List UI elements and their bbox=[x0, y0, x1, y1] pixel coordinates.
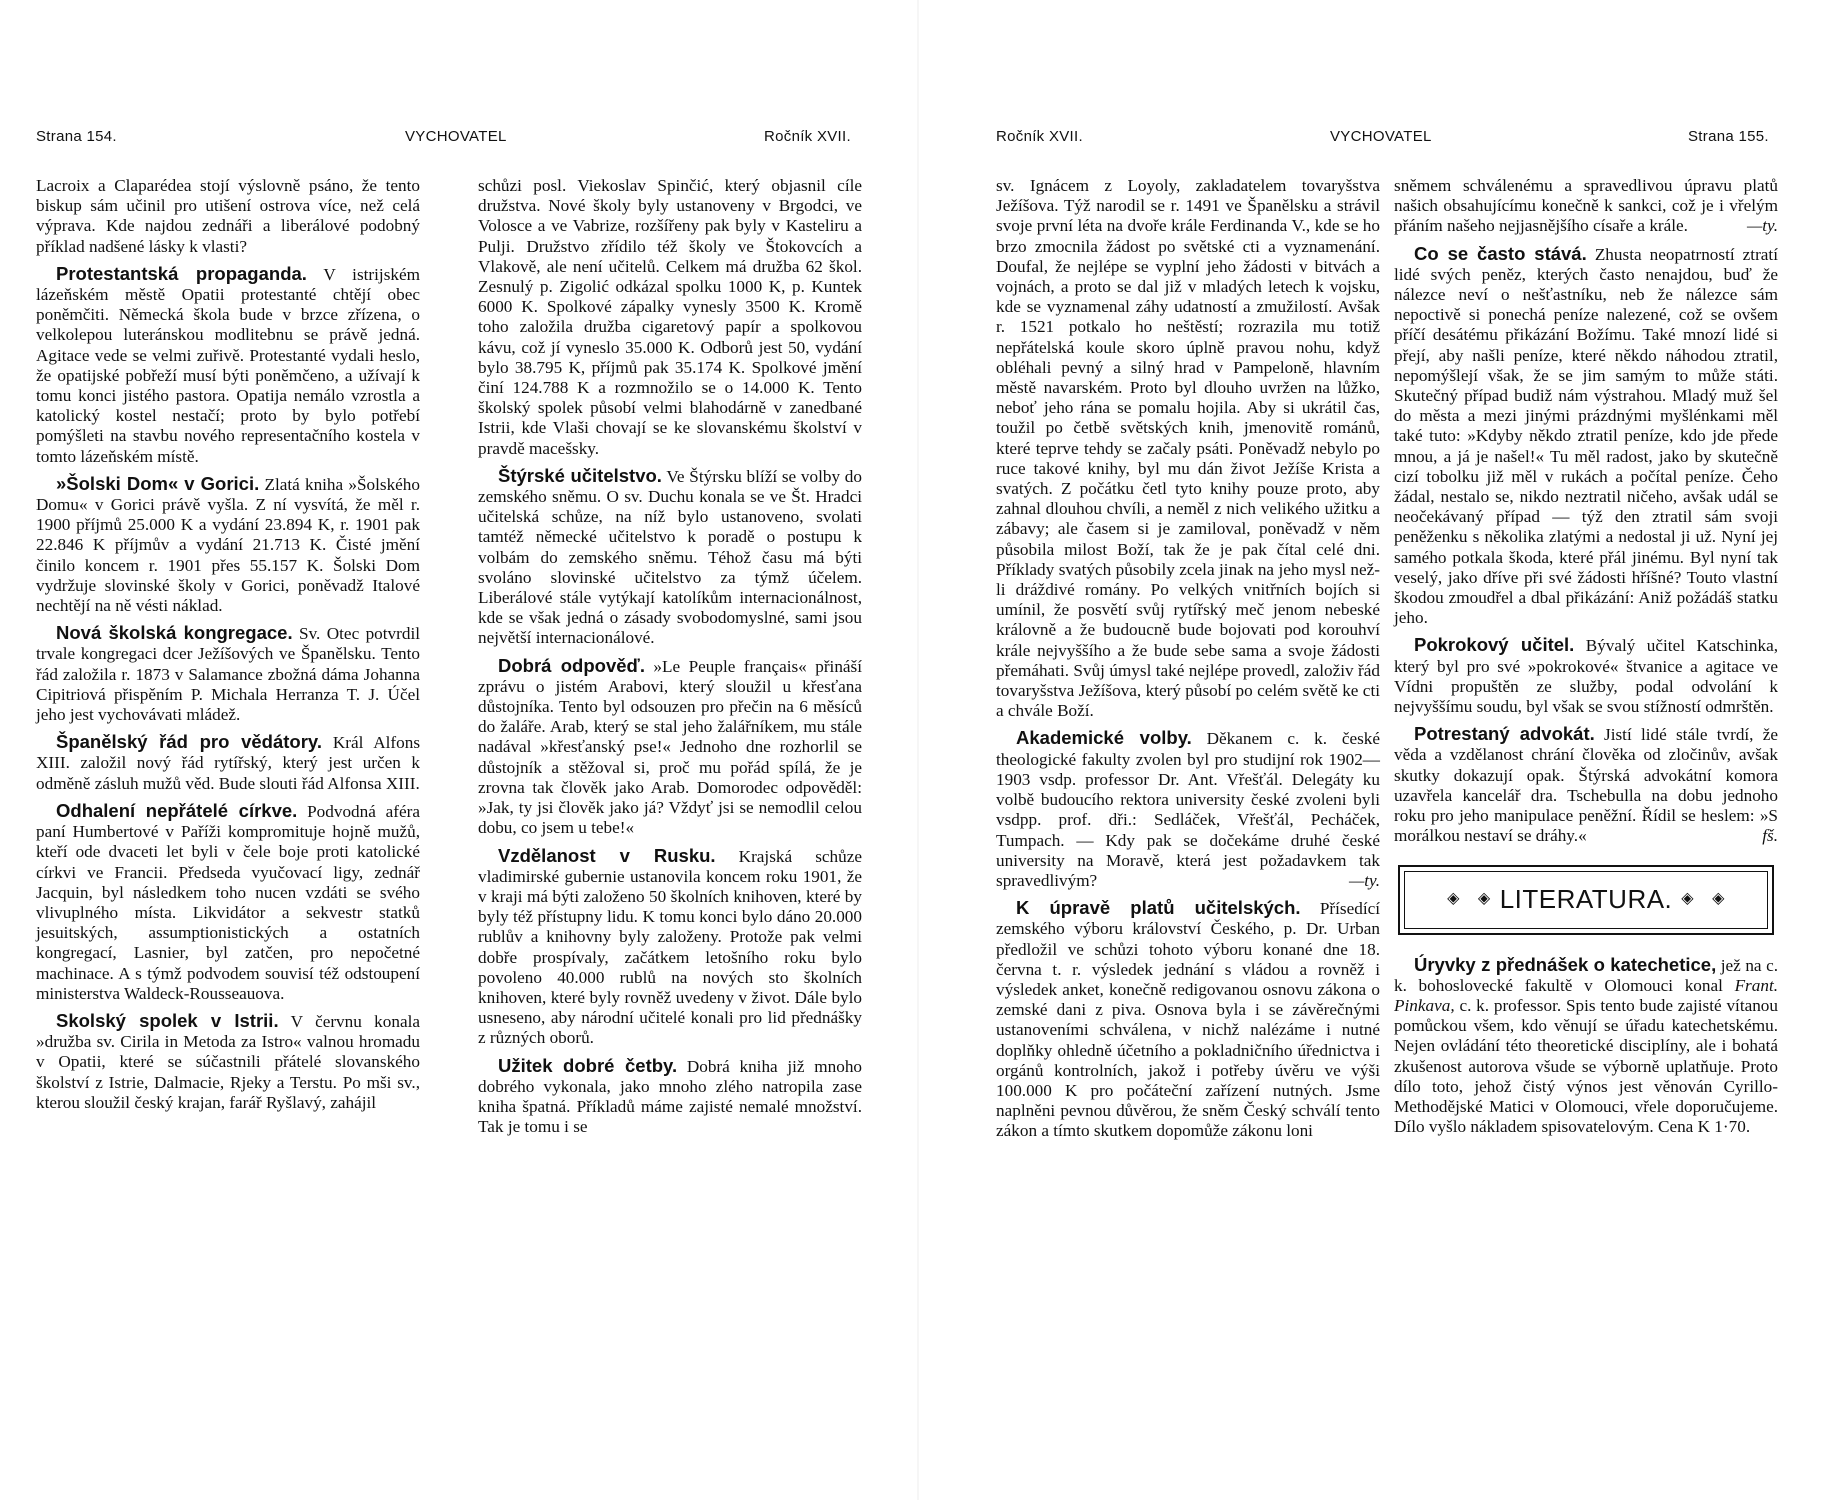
author-signature: —ty. bbox=[1348, 870, 1380, 890]
article: Pokrokový učitel. Bývalý učitel Katschinka, který byl pro své »pokrokové« štvanice a agitace ve Vídni propuštěn ze služby, podal odvolání k nejvyššímu soudu, byl však se svou stížností odmrštěn. bbox=[1394, 634, 1778, 717]
article-title: Odhalení nepřátelé církve. bbox=[56, 799, 298, 821]
author-signature: fš. bbox=[1762, 826, 1778, 846]
right-page-number: Strana 155. bbox=[1688, 128, 1769, 145]
article-title: Nová školská kongregace. bbox=[56, 622, 293, 644]
article-continuation: schůzi posl. Viekoslav Spinčić, který objasnil cíle družstva. Nové školy byly ustanoveny v Brgodci, ve Volosce a ve Vabrize, rozšířeny pak byly v Kasteliru a Pulji. Družstvo zřídilo též školy ve Štokovcích a Vlakově, ale není učitelů. Celkem má družba 62 škol. Zesnulý p. Zigolić odkázal spolku 1000 K, p. Kuntek 6000 K. Spolkové zápalky vynesly 3500 K. Kromě toho založila družba cigaretový papír a spolkovou kávu, což jí vyneslo 35.000 K. Odborů jest 50, vydání bylo 38.795 K, příjmů pak 35.174 K. Spolkové jmění činí 124.788 K a rozmnožilo se o 14.000 K. Tento školský spolek působí velmi blahodárně v zanedbané Istrii, kde Vlaši chovají se ke slovanskému školství v pravdě macešsky. bbox=[478, 176, 862, 458]
ornament-icon: ◈ bbox=[1447, 890, 1460, 908]
ornament-icon: ◈ bbox=[1477, 890, 1491, 908]
ornament-icon: ◈ bbox=[1681, 890, 1695, 908]
article-title: Protestantská propaganda. bbox=[56, 262, 307, 284]
article: Akademické volby. Děkanem c. k. české theologické fakulty zvolen byl pro studijní rok 1902—1903 vsdp. professor Dr. Ant. Vřešťál. Delegáty ku volbě budoucího rektora university české zvoleni byli vsdpp. prof. dři.: Sedláček, Vřešťál, Pecháček, Tumpach. — Kdy pak se dočekáme druhé české university na Moravě, která jest požadavkem tak spravedlivým? —ty. bbox=[996, 727, 1381, 890]
article: Skolský spolek v Istrii. V červnu konala »družba sv. Cirila in Metoda za Istro« valnou hromadu v Opatii, které se súčastnili přátelé slovanského školství z Istrie, Dalmacie, Rjeky a Terstu. Po mši sv., kterou sloužil český krajan, farář Ryšlavý, zahájil bbox=[36, 1009, 420, 1112]
article-title: Co se často stává. bbox=[1414, 242, 1587, 264]
left-page-number: Strana 154. bbox=[36, 128, 117, 145]
book-title: Úryvky z přednášek o katechetice, bbox=[1414, 953, 1717, 975]
article-title: Štýrské učitelstvo. bbox=[498, 464, 662, 486]
article: »Šolski Dom« v Gorici. Zlatá kniha »Šolského Domu« v Gorici právě vyšla. Z ní vysvítá, že měl r. 1900 příjmů 25.000 K a vydání 23.894 K, r. 1901 pak 22.846 K příjmův a vydání 21.713 K. Čisté jmění činilo koncem r. 1901 přes 55.157 K. Šolski Dom vydržuje slovinské školy v Gorici, poněvadž Italové nechtějí na ně vésti náklad. bbox=[36, 472, 420, 616]
left-column-1 bbox=[36, 176, 420, 1120]
article-title: Španělský řád pro vědátory. bbox=[56, 731, 322, 753]
article-title: Potrestaný advokát. bbox=[1414, 723, 1595, 745]
book-author: Frant. Pinkava, bbox=[1394, 975, 1779, 1015]
article: Dobrá odpověď. »Le Peuple français« přináší zprávu o jistém Arabovi, který sloužil u křesťana důstojníka. Tento byl odsouzen pro přečin na 6 měsíců do žaláře. Arab, který se stal jeho žalářníkem, mu stále nadával »křesťanský pse!« Jednoho dne rozhorlil se důstojník a stěžoval si, proč mu pořád spílá, že je zrovna tak člověk jako Arab. Domorodec odpověděl: »Jak, ty jsi člověk jako já? Vždyť jsi se nemodlil celou dobu, co jsem u tebe!« bbox=[478, 654, 863, 838]
article-title: Vzdělanost v Rusku. bbox=[498, 844, 716, 866]
article: Potrestaný advokát. Jistí lidé stále tvrdí, že věda a vzdělanost chrání člověka od zločinův, avšak skutky dokazují opak. Štýrská advokátní komora uzavřela kancelář dra. Tschebulla na dobu jednoho roku pro jeho manipulace peněžní. Řídil se heslem: »S morálkou nestaví se dráhy.« fš. bbox=[1394, 723, 1778, 846]
article: Užitek dobré četby. Dobrá kniha již mnoho dobrého vykonala, jako mnoho zlého natropila zase kniha špatná. Příkladů máme zajisté nemalé množství. Tak je tomu i se bbox=[478, 1054, 863, 1137]
literature-label: LITERATURA. bbox=[1499, 884, 1673, 915]
article-title: Akademické volby. bbox=[1016, 727, 1192, 749]
article: Nová školská kongregace. Sv. Otec potvrdil trvale kongregaci dcer Ježíšových ve Španělsku. Tento řád založila r. 1873 v Salamance zbožná dáma Johanna Cipitriová přispěním P. Michala Herranza T. J. Účel jeho jest vychovávati mládež. bbox=[36, 622, 421, 725]
right-journal-title: VYCHOVATEL bbox=[1330, 128, 1432, 145]
article-continuation: Lacroix a Claparédea stojí výslovně psáno, že tento biskup sám učinil pro utišení ostrova více, než celá výprava. Kde najdou zednáři a liberálové podobný příklad nadšené lásky k vlasti? bbox=[36, 176, 420, 256]
left-volume: Ročník XVII. bbox=[764, 128, 851, 145]
right-volume: Ročník XVII. bbox=[996, 128, 1083, 145]
left-column-2 bbox=[478, 176, 862, 1144]
article-title: Užitek dobré četby. bbox=[498, 1054, 678, 1076]
article: Španělský řád pro vědátory. Král Alfons XIII. založil nový řád rytířský, který jest určen k odměně zásluh mužů věd. Bude slouti řád Alfonsa XIII. bbox=[36, 731, 421, 793]
left-journal-title: VYCHOVATEL bbox=[405, 128, 507, 145]
ornament-icon: ◈ bbox=[1712, 890, 1725, 908]
article: Protestantská propaganda. V istrijském lázeňském městě Opatii protestanté chtějí obec poněmčiti. Německá škola bude v brzce zřízena, o velkolepou luteránskou modlitebnu se právě jedná. Agitace vede se velmi zuřivě. Protestanté vydali heslo, že opatijské pobřeží musí býti poněmčeno, a užívají k tomu konci jistého pastora. Opatija nemálo vzrostla a katolický kostel nestačí; proto by bylo potřebí pomýšleti na stavbu nového representačního kostela v tomto lázeňském místě. bbox=[36, 262, 420, 466]
article-title: Pokrokový učitel. bbox=[1414, 634, 1575, 656]
article-title: Skolský spolek v Istrii. bbox=[56, 1009, 279, 1031]
article: K úpravě platů učitelských. Přísedící zemského výboru království Českého, p. Dr. Urban předložil ve schůzi tohoto výboru konané dne 18. června t. r. výsledek jednání s vládou a rovněž i výsledek anket, konečně redigovanou osnovu zákona o zemské dani z piva. Osnova byla i se závěrečnými ustanoveními schválena, v nichž nalézáme i nutné doplňky ohledně účetního a pokladničního úřednictva i orgánů kontrolních, jakož i potřeby úvěru ve výši 100.000 K pro počáteční zařízení nutných. Jsme naplněni pevnou důvěrou, že sněm Český schválí tento zákon a tímto skutkem dopomůže zákonu loni bbox=[996, 897, 1380, 1141]
literature-entry: Úryvky z přednášek o katechetice, jež na c. k. bohoslovecké fakultě v Olomouci konal Frant. Pinkava, c. k. professor. Spis tento bude zajisté vítanou pomůckou všem, kdo věnují se úřadu katechetskému. Nejen ovládání této theoretické disciplíny, ale i bohatá zkušenost autorova všude se výborně uplatňuje. Proto dílo toto, jehož čistý výnos jest věnován Cyrillo-Methodějské Matici v Olomouci, vřele doporučujeme. Dílo vyšlo nákladem spisovatelovým. Cena K 1·70. bbox=[1394, 953, 1779, 1137]
right-column-1 bbox=[996, 176, 1380, 1149]
article: Vzdělanost v Rusku. Krajská schůze vladimirské gubernie ustanovila koncem roku 1901, že v kraji má býti založeno 50 školních knihoven, které by byly též přístupny lidu. K tomu konci bylo dáno 20.000 rublův a knihovny byly založeny. Protože pak velmi dobře prospívaly, začátkem letošního roku bylo povoleno 40.000 rublů na nových sto školních knihoven, které byly rovněž uvedeny v život. Dále bylo usneseno, aby národní učitelé konali pro lid přednášky z různých oborů. bbox=[478, 844, 863, 1048]
article: Odhalení nepřátelé církve. Podvodná aféra paní Humbertové v Paříži kompromituje hojně mužů, kteří ode dvaceti let byli v čele boje proti katolické církvi ve Francii. Předseda vyučovací ligy, zednář Jacquin, byl následkem toho nucen vzdáti se svého vlivuplného místa. Likvidátor a sekvestr statků jesuitských, assumptionistických a ostatních kongregací, Lasnier, byl zatčen, pro nepočetné machinace. A s týmž podvodem souvisí též odstoupení ministerstva Waldeck-Rousseauova. bbox=[36, 799, 420, 1003]
author-signature: —ty. bbox=[1746, 216, 1778, 236]
right-column-2 bbox=[1394, 176, 1778, 1144]
article-continuation: sněmem schválenému a spravedlivou úpravu platů našich obsahujícímu konečně k sankci, což je i vřelým přáním našeho nejjasnějšího císaře a krále. —ty. bbox=[1394, 176, 1778, 236]
article-title: »Šolski Dom« v Gorici. bbox=[56, 472, 260, 494]
literature-section-box bbox=[1398, 865, 1774, 935]
article-title: K úpravě platů učitelských. bbox=[1016, 897, 1301, 919]
article: Štýrské učitelstvo. Ve Štýrsku blíží se volby do zemského sněmu. O sv. Duchu konala se ve Št. Hradci učitelská schůze, na níž bylo ustanoveno, svolati tamtéž německé učitelstvo k poradě o postupu k volbám do zemského sněmu. Téhož času má býti svoláno slovinské učitelstvo za týmž účelem. Liberálové stále vytýkají katolíkům internacionálnost, kde se však jedná o zásady svobodomyslné, sami jsou největší internacionálové. bbox=[478, 464, 862, 648]
article-continuation: sv. Ignácem z Loyoly, zakladatelem tovaryšstva Ježíšova. Týž narodil se r. 1491 ve Španělsku a strávil svoje první léta na dvoře krále Ferdinanda V., kde se ho brzo zmocnila žádost po světské cti a vyznamenání. Doufal, že nejlépe se vyplní jeho žádosti v bitvách a vojnách, a proto se dal již v mladých letech k vojsku, kde se vyznamenal záhy udatností a zmužilostí. Avšak r. 1521 potkalo ho neštěstí; rozrazila mu totiž nepřátelská koule skoro úplně pravou nohu, když obléhali pevný a silný hrad v Pampeloně, hlavním městě navarském. Proto byl dlouho uvržen na lůžko, neboť jeho rána se pomalu hojila. Aby si ukrátil čas, toužil po četbě světských knih, jmenovitě románů, které teprve tehdy se začaly psáti. Poněvadž nebylo po ruce takové knihy, byl mu dán život Ježíše Krista a svatých. Z počátku četl tyto knihy pouze proto, aby zahnal dlouhou chvíli, a neměl z nich velikého užitku a zábavy; ale časem si je zamiloval, poněvadž v něm působila milost Boží, tak že je pak čítal celé dni. Příklady svatých působily zcela jinak na jeho mysl než-li dráždivé romány. Po velkých vnitřních bojích si umínil, že posvětí svůj rytířský meč jenom nebeské královně a že budoucně bude bojovati pod korouhví krále nejvyššího a že bude sebe sama a svoje žádosti přemáhati. Svůj úmysl také nejlépe provedl, založiv řád tovaryšstva Ježíšova, který působí po celém světě ke cti a chvále Boží. bbox=[996, 176, 1380, 721]
article-title: Dobrá odpověď. bbox=[498, 654, 645, 676]
literature-heading bbox=[1404, 871, 1768, 929]
article: Co se často stává. Zhusta neopatrností ztratí lidé svých peněz, kterých často nenajdou, buď že nálezce neví o nešťastníku, neb že nálezce sám nepoctivě si ponechá peníze nalezené, což se ovšem příčí desátému přikázání Božímu. Také mnozí lidé si přejí, aby našli peníze, které někdo náhodou ztratil, nepomýšlejí však, že se jim samým to může státi. Skutečný případ budiž nám výstrahou. Mladý muž šel do města a mezi jinými prázdnými myšlénkami měl také tuto: »Kdyby někdo ztratil peníze, kdo jde přede mnou, a já je našel!« Tu měl radost, jako by skutečně cizí tobolku již měl v rukách a počítal peníze. Čeho žádal, nestalo se, nikdo neztratil ničeho, avšak udál se neočekávaný případ — týž den ztratil sám svoji peněženku s několika zlatými a nedostal ji už. Nyní jej samého potkala škoda, které přál jinému. Byl nyní tak veselý, jako dříve při své žádosti hříšné? Touto vlastní škodou zmoudřel a dbal přikázání: Aniž požádáš statku jeho. bbox=[1394, 242, 1778, 628]
right-page bbox=[918, 0, 1836, 1500]
